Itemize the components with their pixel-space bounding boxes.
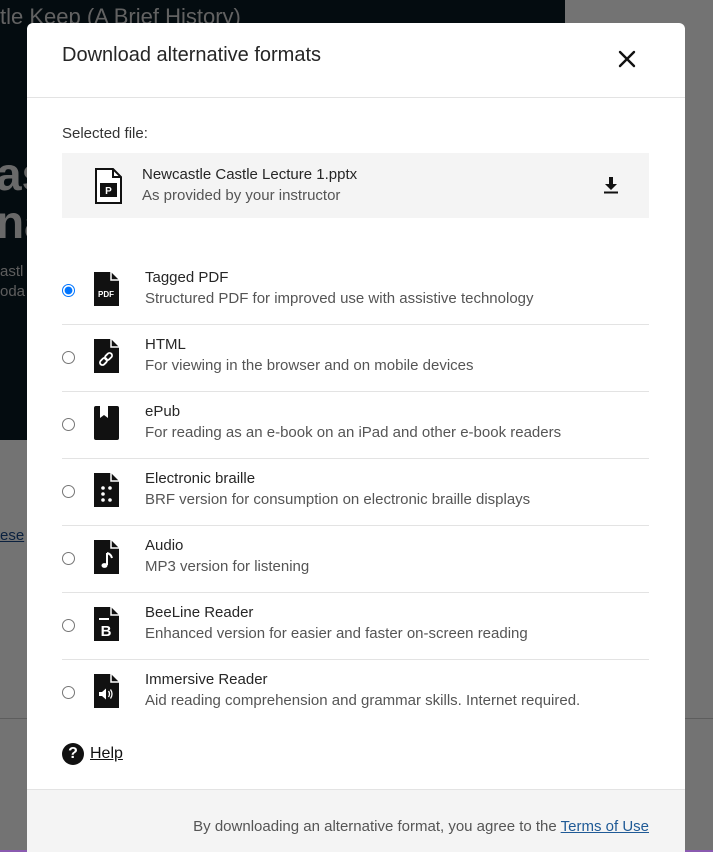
format-radio-beeline[interactable]: [62, 619, 75, 632]
pdf-file-icon: [92, 271, 120, 307]
format-option-braille[interactable]: [62, 459, 649, 526]
file-name: Newcastle Castle Lecture 1.pptx: [142, 166, 358, 183]
svg-text:P: P: [105, 186, 112, 197]
format-description: Aid reading comprehension and grammar skills. Internet required.: [145, 692, 581, 709]
link-file-icon: [92, 338, 120, 374]
svg-text:PDF: PDF: [98, 290, 114, 299]
format-radio-epub[interactable]: [62, 418, 75, 431]
format-option-tagged-pdf[interactable]: [62, 258, 649, 325]
format-option-audio[interactable]: [62, 526, 649, 593]
download-icon: [603, 176, 619, 194]
format-radio-html[interactable]: [62, 351, 75, 364]
beeline-file-icon: [92, 606, 120, 642]
svg-text:B: B: [100, 623, 112, 640]
format-description: MP3 version for listening: [145, 558, 310, 575]
music-file-icon: [92, 539, 120, 575]
help-label[interactable]: Help: [90, 745, 123, 762]
close-button[interactable]: [613, 45, 641, 73]
format-title: HTML: [145, 336, 186, 353]
format-description: BRF version for consumption on electronic braille displays: [145, 491, 531, 508]
speaker-file-icon: [92, 673, 120, 709]
format-description: Structured PDF for improved use with assistive technology: [145, 290, 534, 307]
dialog-footer: [27, 789, 685, 852]
file-subtitle: As provided by your instructor: [142, 187, 341, 204]
dialog-title: Download alternative formats: [62, 44, 322, 66]
format-radio-tagged-pdf[interactable]: [62, 284, 75, 297]
format-description: Enhanced version for easier and faster on-screen reading: [145, 625, 528, 642]
format-title: Audio: [145, 537, 184, 554]
help-icon: ?: [62, 743, 84, 765]
help-link[interactable]: [62, 743, 123, 765]
format-radio-immersive[interactable]: [62, 686, 75, 699]
format-title: Tagged PDF: [145, 269, 229, 286]
format-option-html[interactable]: [62, 325, 649, 392]
terms-notice-text: By downloading an alternative format, you agree to the: [193, 818, 557, 835]
format-description: For reading as an e-book on an iPad and other e-book readers: [145, 424, 562, 441]
close-icon: [618, 50, 636, 68]
format-options-list: [62, 258, 649, 726]
terms-notice: [193, 818, 649, 835]
terms-of-use-link[interactable]: Terms of Use: [560, 818, 649, 835]
format-radio-braille[interactable]: [62, 485, 75, 498]
dialog-header: [27, 23, 685, 98]
download-original-button[interactable]: [599, 173, 623, 197]
format-title: Electronic braille: [145, 470, 256, 487]
download-formats-dialog: [27, 23, 685, 852]
selected-file-label: Selected file:: [62, 125, 148, 142]
format-option-epub[interactable]: [62, 392, 649, 459]
format-description: For viewing in the browser and on mobile devices: [145, 357, 474, 374]
braille-file-icon: [92, 472, 120, 508]
format-radio-audio[interactable]: [62, 552, 75, 565]
format-option-immersive[interactable]: [62, 660, 649, 726]
pptx-file-icon: [94, 168, 122, 204]
format-option-beeline[interactable]: [62, 593, 649, 660]
format-title: BeeLine Reader: [145, 604, 254, 621]
format-title: ePub: [145, 403, 181, 420]
format-title: Immersive Reader: [145, 671, 268, 688]
selected-file-card: [62, 153, 649, 218]
bookmark-file-icon: [92, 405, 120, 441]
